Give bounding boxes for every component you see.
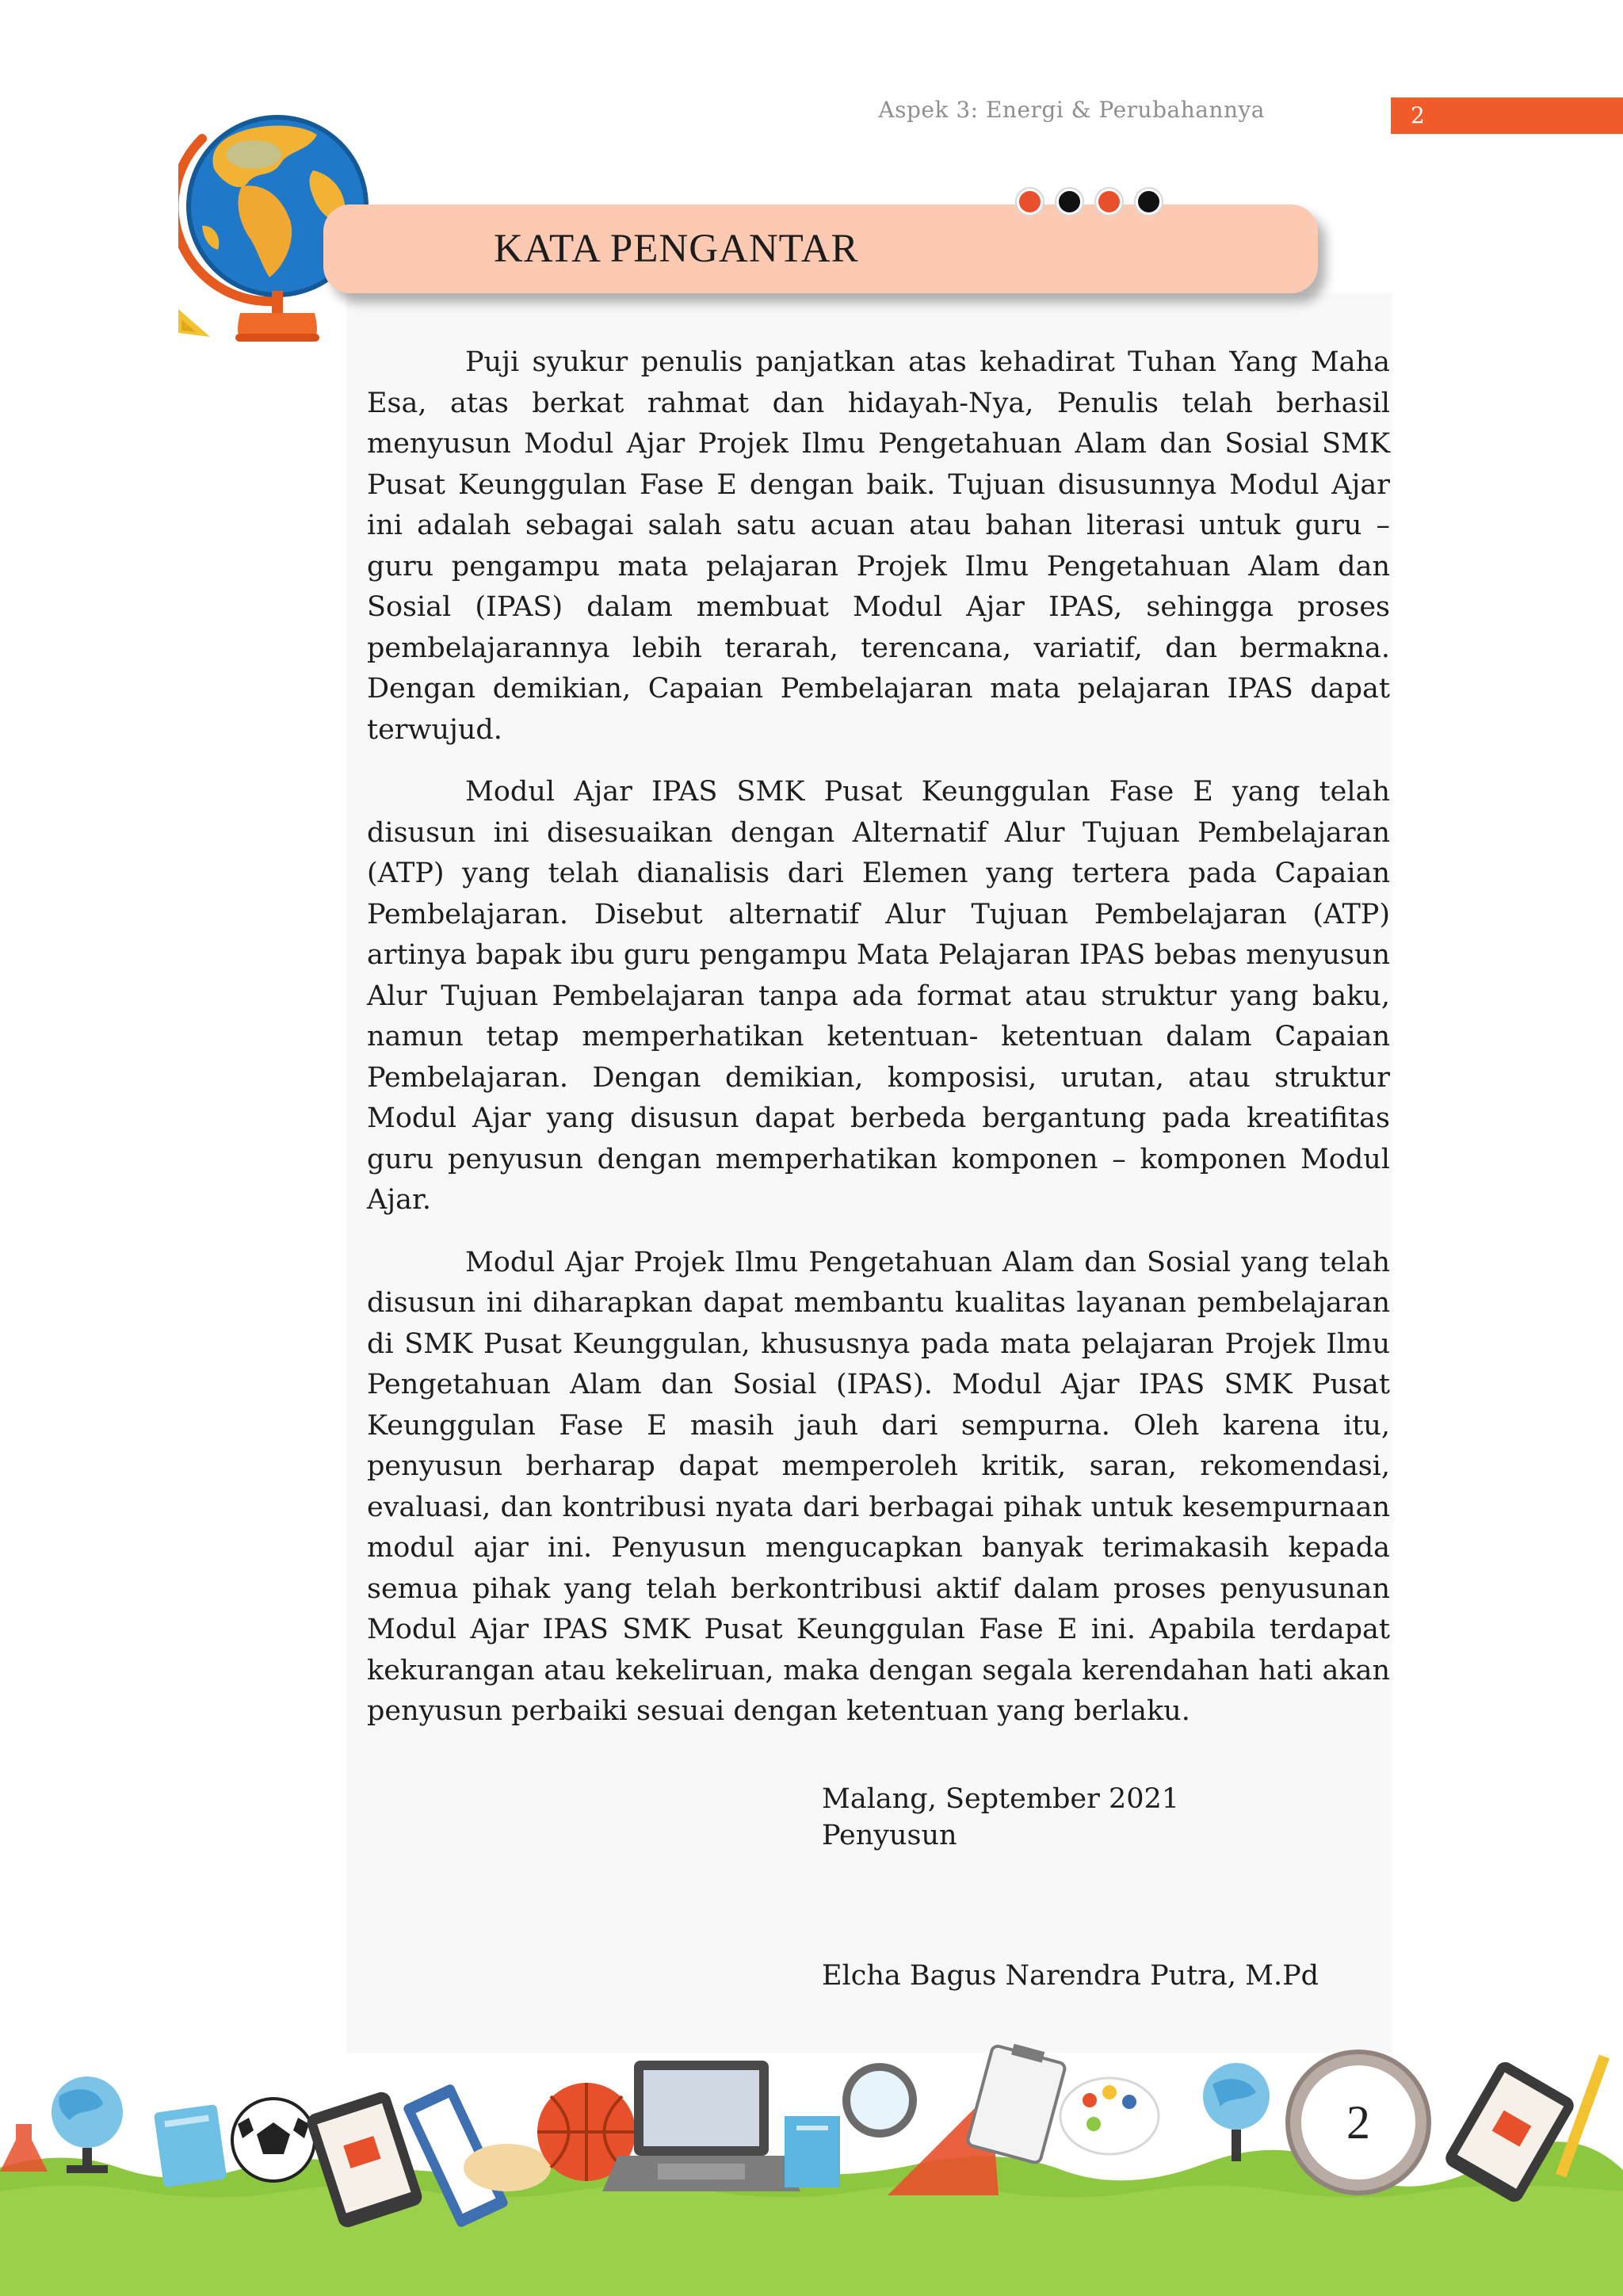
author-name: Elcha Bagus Narendra Putra, M.Pd bbox=[822, 1960, 1319, 1992]
dot-icon bbox=[1017, 189, 1043, 215]
body-text bbox=[367, 342, 1390, 1754]
running-header: Aspek 3: Energi & Perubahannya bbox=[878, 97, 1265, 123]
header-page-number: 2 bbox=[1391, 97, 1623, 134]
title-banner bbox=[323, 204, 1318, 293]
decorative-dots bbox=[1017, 189, 1162, 215]
page-title: KATA PENGANTAR bbox=[494, 227, 859, 271]
dot-icon bbox=[1136, 189, 1162, 215]
dot-icon bbox=[1056, 189, 1083, 215]
signature-role: Penyusun bbox=[822, 1820, 957, 1851]
paragraph-1: Puji syukur penulis panjatkan atas kehadirat Tuhan Yang Maha Esa, atas berkat rahmat dan hidayah-Nya, Penulis telah berhasil menyusun Modul Ajar Projek Ilmu Pengetahuan Alam dan Sosial SMK Pusat Keunggulan Fase E dengan baik. Tujuan disusunnya Modul Ajar ini adalah sebagai salah satu acuan atau bahan literasi untuk guru – guru pengampu mata pelajaran Projek Ilmu Pengetahuan Alam dan Sosial (IPAS) dalam membuat Modul Ajar IPAS, sehingga proses pembelajarannya lebih terarah, terencana, variatif, dan bermakna. Dengan demikian, Capaian Pembelajaran mata pelajaran IPAS dapat terwujud. bbox=[367, 346, 1390, 746]
footer-page-number bbox=[1290, 2054, 1426, 2191]
paragraph-3: Modul Ajar Projek Ilmu Pengetahuan Alam dan Sosial yang telah disusun ini diharapkan dapat membantu kualitas layanan pembelajaran di SMK Pusat Keunggulan, khususnya pada mata pelajaran Projek Ilmu Pengetahuan Alam dan Sosial (IPAS). Modul Ajar IPAS SMK Pusat Keunggulan Fase E masih jauh dari sempurna. Oleh karena itu, penyusun berharap dapat memperoleh kritik, saran, rekomendasi, evaluasi, dan kontribusi nyata dari berbagai pihak untuk kesempurnaan modul ajar ini. Penyusun mengucapkan banyak terimakasih kepada semua pihak yang telah berkontribusi aktif dalam proses penyusunan Modul Ajar IPAS SMK Pusat Keunggulan Fase E ini. Apabila terdapat kekurangan atau kekeliruan, maka dengan segala kerendahan hati akan penyusun perbaiki sesuai dengan ketentuan yang berlaku. bbox=[367, 1246, 1390, 1727]
dot-icon bbox=[1096, 189, 1122, 215]
place-date: Malang, September 2021 bbox=[822, 1783, 1180, 1815]
signature-block bbox=[822, 1781, 1319, 1994]
footer-page-number-text: 2 bbox=[1346, 2095, 1370, 2149]
paragraph-2: Modul Ajar IPAS SMK Pusat Keunggulan Fase E yang telah disusun ini disesuaikan dengan Alternatif Alur Tujuan Pembelajaran (ATP) yang telah dianalisis dari Elemen yang tertera pada Capaian Pembelajaran. Disebut alternatif Alur Tujuan Pembelajaran (ATP) artinya bapak ibu guru pengampu Mata Pelajaran IPAS bebas menyusun Alur Tujuan Pembelajaran tanpa ada format atau struktur yang baku, namun tetap memperhatikan ketentuan- ketentuan dalam Capaian Pembelajaran. Dengan demikian, komposisi, urutan, atau struktur Modul Ajar yang disusun dapat berbeda bergantung pada kreatifitas guru penyusun dengan memperhatikan komponen – komponen Modul Ajar. bbox=[367, 776, 1390, 1216]
